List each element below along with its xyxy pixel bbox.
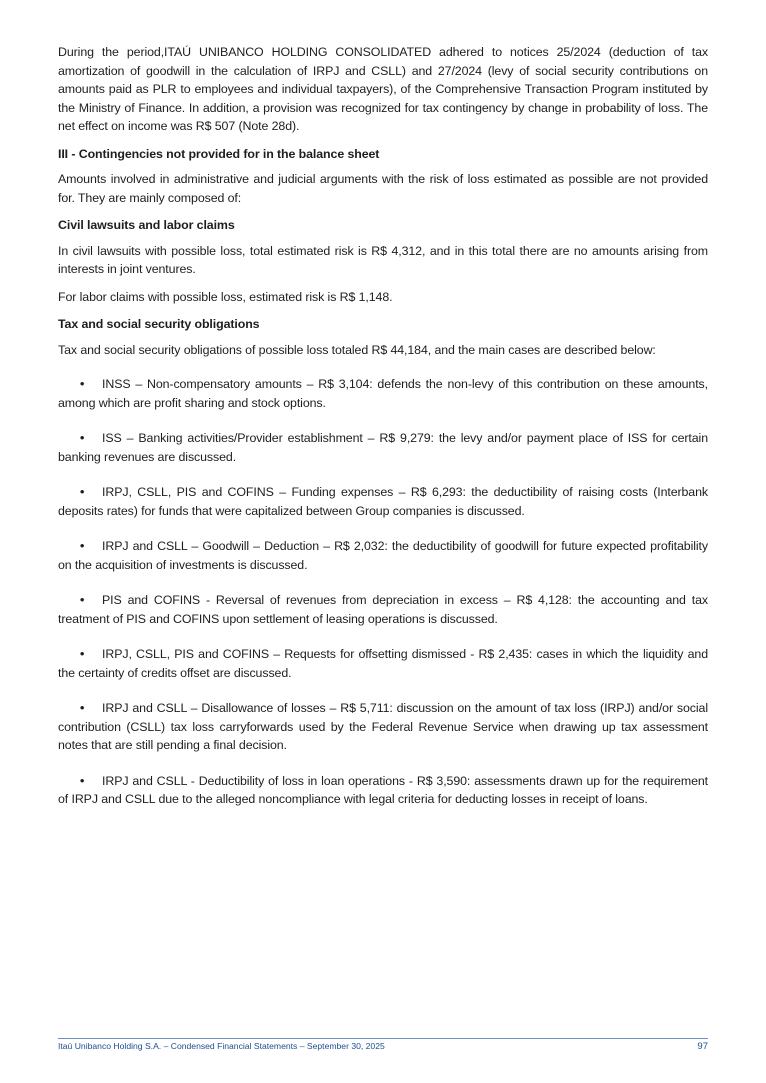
contingencies-paragraph: Amounts involved in administrative and judicial arguments with the risk of loss estimated as possible are not provided for. They are mainly composed of: xyxy=(58,172,708,205)
bullet-text: INSS – Non-compensatory amounts – R$ 3,104: defends the non-levy of this contribution on these amounts, among which are profit sharing and stock options. xyxy=(58,377,708,410)
bullet-item xyxy=(58,772,708,809)
footer-title: Itaú Unibanco Holding S.A. – Condensed Financial Statements – September 30, 2025 xyxy=(58,1041,385,1051)
bullet-item xyxy=(58,375,708,412)
tax-paragraph: Tax and social security obligations of possible loss totaled R$ 44,184, and the main cases are described below: xyxy=(58,342,656,357)
bullet-item xyxy=(58,699,708,755)
page-number: 97 xyxy=(697,1041,708,1052)
bullet-icon: • xyxy=(80,485,85,499)
bullet-text: IRPJ, CSLL, PIS and COFINS – Requests for offsetting dismissed - R$ 2,435: cases in which the liquidity and the certainty of credits offset are discussed. xyxy=(58,647,708,680)
bullet-item xyxy=(58,645,708,682)
bullet-icon: • xyxy=(80,539,85,553)
bullet-icon: • xyxy=(80,377,85,391)
bullet-item xyxy=(58,537,708,574)
document-body xyxy=(58,43,708,826)
bullet-text: IRPJ and CSLL – Goodwill – Deduction – R$ 2,032: the deductibility of goodwill for future expected profitability on the acquisition of investments is discussed. xyxy=(58,539,708,572)
bullet-text: PIS and COFINS - Reversal of revenues from depreciation in excess – R$ 4,128: the accounting and tax treatment of PIS and COFINS upon settlement of leasing operations is discussed. xyxy=(58,593,708,626)
footer-divider xyxy=(58,1038,708,1039)
section-heading-contingencies: III - Contingencies not provided for in the balance sheet xyxy=(58,146,380,161)
bullet-item xyxy=(58,483,708,520)
bullet-icon: • xyxy=(80,773,85,788)
bullet-text: IRPJ and CSLL - Deductibility of loss in loan operations - R$ 3,590: assessments drawn up for the requirement of IRPJ and CSLL due to the alleged noncompliance with legal criteria for deducting losses in receipt of loans. xyxy=(58,773,708,806)
bullet-item xyxy=(58,591,708,628)
bullet-item xyxy=(58,429,708,466)
bullet-text: ISS – Banking activities/Provider establishment – R$ 9,279: the levy and/or payment place of ISS for certain banking revenues are discussed. xyxy=(58,431,708,464)
intro-paragraph: During the period,ITAÚ UNIBANCO HOLDING CONSOLIDATED adhered to notices 25/2024 (deduction of tax amortization of goodwill in the calculation of IRPJ and CSLL) and 27/2024 (levy of social security contributions on amounts paid as PLR to employees and individual taxpayers), of the Comprehensive Transaction Program instituted by the Ministry of Finance. In addition, a provision was recognized for tax contingency by change in probability of loss. The net effect on income was R$ 507 (Note 28d). xyxy=(58,45,708,133)
bullet-text: IRPJ, CSLL, PIS and COFINS – Funding expenses – R$ 6,293: the deductibility of raising costs (Interbank deposits rates) for funds that were capitalized between Group companies is discussed. xyxy=(58,485,708,518)
section-heading-tax: Tax and social security obligations xyxy=(58,317,260,331)
section-heading-civil-labor: Civil lawsuits and labor claims xyxy=(58,218,235,232)
bullet-text: IRPJ and CSLL – Disallowance of losses – R$ 5,711: discussion on the amount of tax loss (IRPJ) and/or social contribution (CSLL) tax loss carryforwards used by the Federal Revenue Service when drawing up tax assessment notes that are still pending a final decision. xyxy=(58,701,708,752)
civil-paragraph: In civil lawsuits with possible loss, total estimated risk is R$ 4,312, and in this total there are no amounts arising from interests in joint ventures. xyxy=(58,243,708,276)
bullet-icon: • xyxy=(80,431,85,445)
labor-paragraph: For labor claims with possible loss, estimated risk is R$ 1,148. xyxy=(58,289,393,304)
bullet-icon: • xyxy=(80,701,85,715)
bullet-icon: • xyxy=(80,593,85,607)
bullet-icon: • xyxy=(80,647,85,661)
